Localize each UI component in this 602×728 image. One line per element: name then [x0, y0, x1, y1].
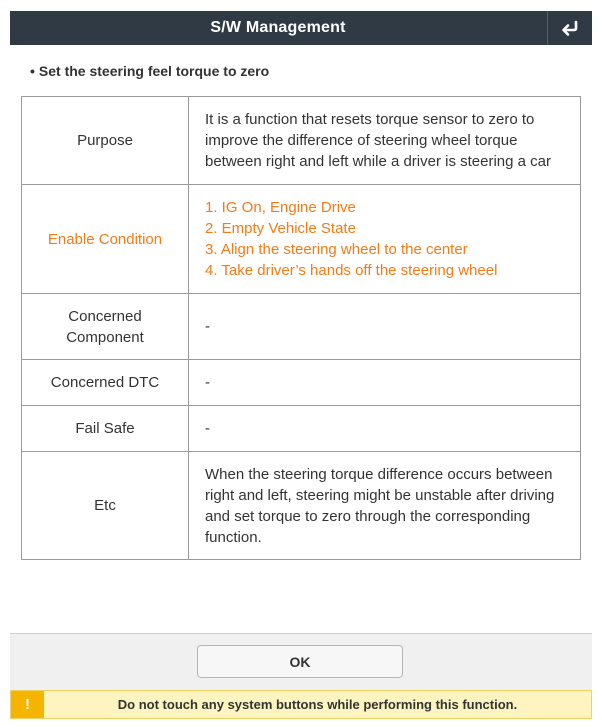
table-row — [22, 185, 581, 294]
condition-item: 3. Align the steering wheel to the center — [205, 241, 468, 258]
exclamation-icon: ! — [11, 691, 44, 718]
row-value-concerned-dtc: - — [189, 360, 581, 406]
function-title-text: Set the steering feel torque to zero — [38, 63, 270, 79]
title-bar — [10, 11, 592, 45]
row-label-concerned-component: Concerned Component — [22, 294, 189, 360]
row-label-enable-condition: Enable Condition — [22, 185, 189, 294]
function-info-table — [21, 96, 581, 560]
function-title — [30, 63, 269, 79]
condition-item: 1. IG On, Engine Drive — [205, 199, 356, 216]
row-label-purpose: Purpose — [22, 97, 189, 185]
ok-button[interactable]: OK — [197, 645, 403, 678]
footer-bar — [10, 634, 592, 690]
table-row — [22, 452, 581, 560]
bullet: • — [30, 63, 35, 79]
row-label-fail-safe: Fail Safe — [22, 406, 189, 452]
page-title: S/W Management — [210, 19, 346, 36]
row-value-etc: When the steering torque difference occurs between right and left, steering might be unstable after driving and set torque to zero through the corresponding function. — [189, 452, 581, 560]
row-value-fail-safe: - — [189, 406, 581, 452]
row-label-concerned-dtc: Concerned DTC — [22, 360, 189, 406]
row-value-concerned-component: - — [189, 294, 581, 360]
return-arrow-icon — [560, 19, 580, 37]
warning-text: Do not touch any system buttons while performing this function. — [117, 697, 518, 712]
table-row — [22, 97, 581, 185]
row-value-purpose: It is a function that resets torque sensor to zero to improve the difference of steering wheel torque between right and left while a driver is steering a car — [189, 97, 581, 185]
back-button[interactable] — [547, 11, 592, 45]
row-label-etc: Etc — [22, 452, 189, 560]
table-row — [22, 360, 581, 406]
warning-banner — [10, 690, 592, 719]
condition-item: 2. Empty Vehicle State — [205, 220, 356, 237]
condition-item: 4. Take driver’s hands off the steering wheel — [205, 262, 498, 279]
row-value-enable-condition — [189, 185, 581, 294]
table-row — [22, 406, 581, 452]
table-row — [22, 294, 581, 360]
